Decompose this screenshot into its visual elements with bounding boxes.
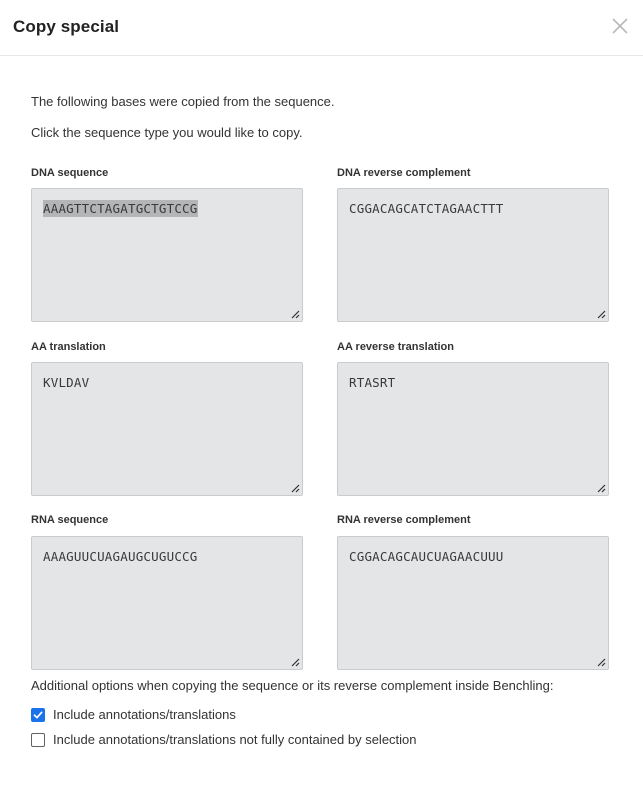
aa-reverse-translation-label: AA reverse translation	[337, 341, 454, 353]
aa-translation-value: KVLDAV	[43, 375, 90, 390]
additional-options-label: Additional options when copying the sequence or its reverse complement inside Benchling:	[31, 678, 554, 693]
dialog-title: Copy special	[13, 17, 120, 36]
rna-sequence-value: AAAGUUCUAGAUGCUGUCCG	[43, 549, 198, 564]
rna-reverse-complement-box[interactable]	[337, 536, 609, 670]
dna-sequence-label: DNA sequence	[31, 167, 109, 179]
resize-grip-icon[interactable]	[290, 483, 300, 493]
include-annotations-label: Include annotations/translations	[53, 707, 236, 722]
resize-grip-icon[interactable]	[596, 309, 606, 319]
dna-sequence-box[interactable]	[31, 188, 303, 322]
resize-grip-icon[interactable]	[290, 657, 300, 667]
resize-grip-icon[interactable]	[596, 483, 606, 493]
dna-reverse-complement-value: CGGACAGCATCTAGAACTTT	[349, 201, 504, 216]
resize-grip-icon[interactable]	[596, 657, 606, 667]
resize-grip-icon[interactable]	[290, 309, 300, 319]
instruction-text: Click the sequence type you would like to copy.	[31, 125, 303, 140]
rna-sequence-box[interactable]	[31, 536, 303, 670]
rna-sequence-label: RNA sequence	[31, 514, 109, 526]
dna-reverse-complement-box[interactable]	[337, 188, 609, 322]
aa-translation-label: AA translation	[31, 341, 106, 353]
checkmark-icon	[33, 710, 43, 720]
include-partial-annotations-label: Include annotations/translations not fully contained by selection	[53, 732, 417, 747]
aa-translation-box[interactable]	[31, 362, 303, 496]
dialog-header	[0, 0, 643, 56]
include-partial-annotations-checkbox[interactable]	[31, 733, 45, 747]
aa-reverse-translation-value: RTASRT	[349, 375, 396, 390]
dna-sequence-value: AAAGTTCTAGATGCTGTCCG	[43, 201, 198, 216]
aa-reverse-translation-box[interactable]	[337, 362, 609, 496]
rna-reverse-complement-value: CGGACAGCAUCUAGAACUUU	[349, 549, 504, 564]
dna-reverse-complement-label: DNA reverse complement	[337, 167, 471, 179]
include-annotations-checkbox[interactable]	[31, 708, 45, 722]
intro-text: The following bases were copied from the sequence.	[31, 94, 335, 109]
close-icon[interactable]	[610, 16, 630, 36]
rna-reverse-complement-label: RNA reverse complement	[337, 514, 471, 526]
